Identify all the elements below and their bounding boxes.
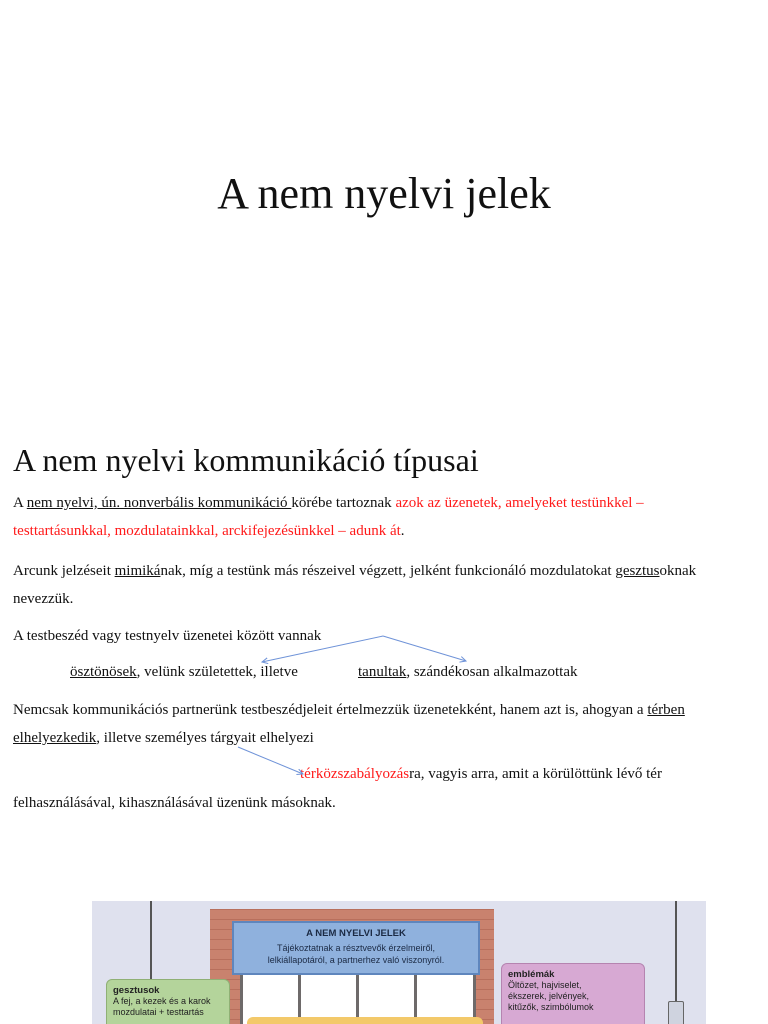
text-run: A: [13, 495, 27, 511]
lamp-cord: [675, 901, 677, 1001]
main-sign-title: A NEM NYELVI JELEK: [306, 928, 406, 939]
term-elhelyezkedik: elhelyezkedik: [13, 730, 97, 746]
main-sign: [232, 921, 480, 975]
text-run: .: [400, 523, 405, 539]
text-run: ra, vagyis arra, amit a körülöttünk lévő tér: [409, 766, 662, 782]
lamp-cord: [150, 901, 152, 983]
card-line: A fej, a kezek és a karok: [113, 996, 211, 1006]
term-nonverbal: nem nyelvi, ún. nonverbális kommunikáció: [26, 495, 292, 511]
text-run: , velünk születettek, illetve: [136, 664, 298, 680]
arrow-to-learned: [383, 636, 466, 661]
lamp-icon: [668, 1001, 684, 1024]
section-heading: A nem nyelvi kommunikáció típusai: [13, 442, 479, 478]
paragraph-3: A testbeszéd vagy testnyelv üzenetei között vannak: [13, 628, 322, 644]
term-terben: térben: [647, 702, 685, 718]
paragraph-2-line-2: nevezzük.: [13, 591, 74, 607]
term-tanultak: tanultak: [358, 664, 407, 680]
main-sign-line: lelkiállapotáról, a partnerhez való viszonyról.: [267, 955, 445, 965]
text-run: , szándékosan alkalmazottak: [406, 664, 578, 680]
term-osztonosek: ösztönösek: [70, 664, 137, 680]
highlight-text: testtartásunkkal, mozdulatainkkal, arckifejezésünkkel – adunk át: [13, 523, 401, 539]
arrow-to-instinctive: [262, 636, 383, 662]
card-emblems: [501, 963, 645, 1024]
card-line: mozdulatai + testtartás: [113, 1007, 204, 1017]
card-gestures: [106, 979, 230, 1024]
card-title: emblémák: [508, 969, 555, 980]
text-run: körébe tartoznak: [291, 495, 396, 511]
text-run: Arcunk jelzéseit: [13, 563, 115, 579]
card-line: ékszerek, jelvények,: [508, 991, 590, 1001]
main-sign-line: Tájékoztatnak a résztvevők érzelmeiről,: [276, 943, 436, 953]
yellow-box: [247, 1017, 483, 1024]
card-title: gesztusok: [113, 985, 160, 996]
infographic-image: [92, 901, 706, 1024]
card-line: Öltözet, hajviselet,: [508, 980, 582, 990]
term-gesztus: gesztus: [615, 563, 660, 579]
arrow-to-proxemics: [238, 747, 303, 774]
text-run: Nemcsak kommunikációs partnerünk testbeszédjeleit értelmezzük üzenetekként, hanem azt is, ahogyan a: [13, 702, 648, 718]
paragraph-6-line-2: felhasználásával, kihasználásával üzenünk másoknak.: [13, 795, 336, 811]
text-run: oknak: [659, 563, 697, 579]
term-mimika: mimiká: [114, 563, 161, 579]
page-title: A nem nyelvi jelek: [217, 169, 551, 218]
text-run: , illetve személyes tárgyait elhelyezi: [96, 730, 314, 746]
highlight-text: azok az üzenetek, amelyeket testünkkel –: [395, 495, 644, 511]
text-run: nak, míg a testünk más részeivel végzett, jelként funkcionáló mozdulatokat: [160, 563, 616, 579]
card-line: kitűzők, szimbólumok: [508, 1002, 594, 1012]
term-terkozszabalyozas: térközszabályozás: [300, 766, 410, 782]
